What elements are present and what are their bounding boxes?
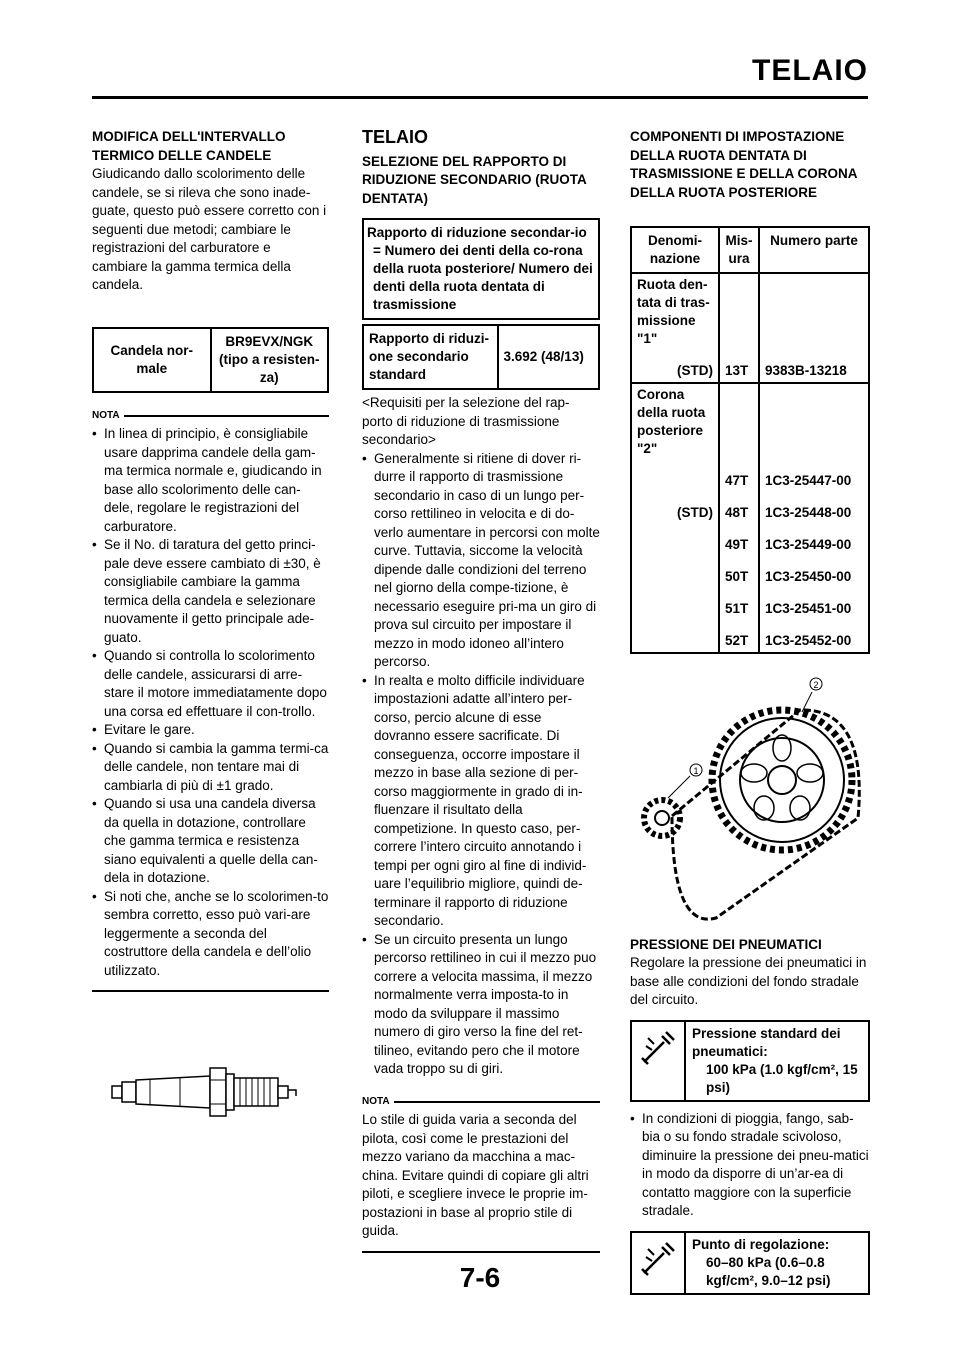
column-3 — [630, 128, 870, 1295]
section-title: TELAIO — [362, 127, 428, 147]
list-item: • In realta e molto difficile individuare impostazioni adatte all’intero per-corso, percio alcune di esse dovranno essere sacrificate. Di conseguenza, occorre impostare il mezzo in base alla sezione di per-corso maggiormente in grado di in-fluenzare il risultato della competizione. In questo caso, per-correre l’intero circuito annotando i tempi per ogni giro al fine di individ-uare l’equilibrio migliore, quindi de-terminare il rapporto di riduzione secondario. — [362, 672, 600, 931]
parts-header-size: Mis-ura — [719, 227, 759, 273]
components-heading: COMPONENTI DI IMPOSTAZIONE DELLA RUOTA DENTATA DI TRASMISSIONE E DELLA CORONA DELLA RUOTA POSTERIORE — [630, 129, 858, 200]
list-item: • Quando si controlla lo scolorimento delle candele, assicurarsi di arre-stare il motore immediatamente dopo una corsa ed effettuare il con-trollo. — [92, 647, 329, 721]
ratio-definition: Rapporto di riduzione secondar-io = Numero dei denti della co-rona della ruota posteriore/ Numero dei denti della ruota dentata di trasmissione — [363, 219, 599, 319]
ratio-standard-label: Rapporto di riduzi-one secondario standard — [363, 325, 498, 389]
table-row: 49T 1C3-25449-00 — [631, 534, 869, 556]
spark-plug-illustration — [110, 1052, 329, 1138]
table-row: 51T 1C3-25451-00 — [631, 598, 869, 620]
rear-sprocket-name: Corona della ruota posteriore "2" — [631, 383, 719, 460]
list-item: • Evitare le gare. — [92, 721, 329, 740]
list-item: • Quando si cambia la gamma termi-ca delle candele, non tentare mai di cambiarla di più di ±1 grado. — [92, 740, 329, 796]
note-label: NOTA — [92, 409, 120, 421]
note-block-1 — [92, 407, 329, 993]
list-item: • Quando si usa una candela diversa da quella in dotazione, controllare che gamma termica e resistenza siano equivalenti a quelle della can-dela in dotazione. — [92, 795, 329, 888]
table-row: 50T 1C3-25450-00 — [631, 566, 869, 588]
sprocket-chain-illustration — [632, 668, 870, 934]
tire-intro: Regolare la pressione dei pneumatici in base alle condizioni del fondo stradale del circuito. — [630, 955, 867, 1007]
spark-plug-table — [92, 327, 329, 393]
table-row: 52T 1C3-25452-00 — [631, 630, 869, 653]
table-row: 47T 1C3-25447-00 — [631, 470, 869, 492]
spark-plug-label: Candela nor-male — [93, 328, 211, 392]
ratio-requirements: <Requisiti per la selezione del rap-porto di riduzione di trasmissione secondario> — [362, 395, 570, 447]
table-row: (STD) 48T 1C3-25448-00 — [631, 502, 869, 524]
ratio-bullets — [362, 450, 600, 1079]
note-label: NOTA — [362, 1095, 390, 1107]
callout-1: 1 — [693, 766, 699, 776]
tire-spec-box — [630, 1020, 870, 1102]
spark-plug-value: BR9EVX/NGK (tipo a resisten-za) — [211, 328, 329, 392]
list-item: • Si noti che, anche se lo scolorimen-to sembra corretto, esso può vari-are leggermente a seconda del costruttore della candela e dell’olio utilizzato. — [92, 888, 329, 981]
note-block-2 — [362, 1093, 600, 1253]
list-item: • Se un circuito presenta un lungo percorso rettilineo in cui il mezzo puo correre a velocita massima, il mezzo normalmente verra imposta-to in modo da sviluppare il massimo numero di giro verso la fine del ret-tilineo, evitando pero che il motore vada troppo su di giri. — [362, 931, 600, 1079]
header-rule — [92, 96, 868, 99]
ratio-definition-table — [362, 218, 600, 320]
note-text: Lo stile di guida varia a seconda del pilota, così come le prestazioni del mezzo variano da macchina a mac-china. Evitare quindi di copiare gli altri piloti, e scegliere invece le proprie im-postazioni in base al proprio stile di guida. — [362, 1112, 589, 1238]
parts-header-name: Denomi-nazione — [631, 227, 719, 273]
column-2 — [362, 128, 600, 1253]
callout-2: 2 — [813, 680, 819, 690]
list-item: • In linea di principio, è consigliabile usare dapprima candele della gam-ma termica normale e, giudicando in base allo scolorimento delle can-dele, regolare le registrazioni del carburatore. — [92, 425, 329, 536]
adjust-spec-value: 60–80 kPa (0.6–0.8 kgf/cm², 9.0–12 psi) — [706, 1254, 831, 1288]
column-1 — [92, 128, 329, 1138]
parts-table — [630, 226, 870, 654]
tire-heading: PRESSIONE DEI PNEUMATICI — [630, 936, 822, 952]
parts-header-part: Numero parte — [759, 227, 869, 273]
tire-bullets — [630, 1110, 870, 1221]
tire-spec-value: 100 kPa (1.0 kgf/cm², 15 psi) — [706, 1061, 858, 1095]
drive-sprocket-name: Ruota den-tata di tras-missione "1" — [631, 273, 719, 350]
list-item: • Generalmente si ritiene di dover ri-durre il rapporto di trasmissione secondario in caso di un lungo per-corso rettilineo in velocita e di do-verlo aumentare in percorsi con molte curve. Tuttavia, siccome la velocità dipende dalle condizioni del terreno nel giorno della compe-tizione, è necessario eseguire pri-ma un giro di prova sul circuito per impostare il mezzo in modo idoneo all’intero percorso. — [362, 450, 600, 672]
list-item: • In condizioni di pioggia, fango, sab-bia o su fondo stradale scivoloso, diminuire la pressione dei pneu-matici in modo da disporre di un’ar-ea di contatto maggiore con la superficie stradale. — [630, 1110, 870, 1221]
ratio-standard-table — [362, 324, 600, 390]
ratio-standard-value: 3.692 (48/13) — [498, 325, 599, 389]
list-item: • Se il No. di taratura del getto princi-pale deve essere cambiato di ±30, è consigliabile cambiare la gamma termica della candela e selezionare nuovamente il getto principale ade-guato. — [92, 536, 329, 647]
page-header-title: TELAIO — [752, 54, 868, 87]
page-number: 7-6 — [459, 1262, 501, 1293]
spark-range-heading: MODIFICA DELL'INTERVALLO TERMICO DELLE CANDELE — [92, 129, 286, 163]
ratio-heading: SELEZIONE DEL RAPPORTO DI RIDUZIONE SECONDARIO (RUOTA DENTATA) — [362, 153, 587, 206]
tire-spec-title: Pressione standard dei pneumatici: — [692, 1025, 841, 1059]
spark-range-intro: Giudicando dallo scolorimento delle candele, se si rileva che sono inade-guate, questo può essere corretto con i seguenti due metodi; cambiare le registrazioni del carburatore e cambiare la gamma termica della candela. — [92, 166, 327, 292]
table-row: (STD) 13T 9383B-13218 — [631, 360, 869, 383]
adjust-spec-title: Punto di regolazione: — [692, 1236, 830, 1252]
wrench-spec-icon — [638, 1028, 678, 1068]
note-bullets-1 — [92, 425, 329, 980]
